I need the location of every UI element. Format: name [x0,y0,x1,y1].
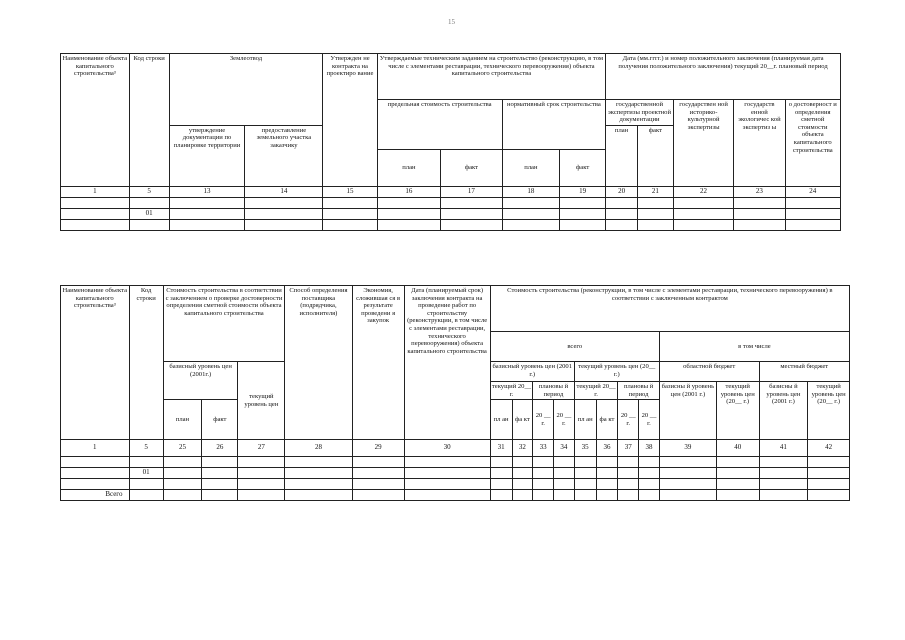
column-number: 30 [404,440,490,457]
header-exam-plan: план [606,125,638,186]
table-land-allotment [60,53,841,231]
column-number: 15 [323,186,377,197]
column-number: 37 [618,440,639,457]
column-number: 17 [441,186,502,197]
header-exam-fact: факт [637,125,673,186]
header-date-conclusion: Дата (мм.гггг.) и номер положительного заключения (планируемая дата получения положительного заключения) текущий 20__г. плановый период [606,54,841,100]
header-limit-cost: предельная стоимость строительства [377,100,502,150]
column-number: 29 [352,440,404,457]
header-reliability: о достоверност и определения сметной стоимости объекта капитального строительства [785,100,840,187]
column-number: 21 [637,186,673,197]
header-land: Землеотвод [169,54,323,126]
table-row [61,479,850,490]
table-row [61,208,841,219]
column-number: 41 [759,440,808,457]
header-regional-base: базисны й уровень цен (2001 г.) [659,382,716,440]
header-term-fact: факт [560,149,606,186]
header-supplier: Способ определения поставщика (подрядчика, исполнителя) [285,286,352,440]
header-name: Наименование объекта капитального строительства³ [61,54,130,187]
header-base-2001: базисный уровень цен (2001 г.) [490,362,574,382]
column-number: 42 [808,440,850,457]
header-name: Наименование объекта капитального строительства³ [61,286,130,440]
column-number: 35 [574,440,596,457]
header-land-plot: предоставление земельного участка заказчику [245,125,323,186]
column-number: 39 [659,440,716,457]
header-cur-20: текущий уровень цен (20__ г.) [574,362,659,382]
column-number: 23 [734,186,785,197]
header-total: всего [490,332,659,362]
column-number: 1 [61,186,130,197]
column-number: 27 [238,440,285,457]
header-regional: областной бюджет [659,362,759,382]
header-current-level: текущий уровень цен [238,362,285,440]
column-number: 31 [490,440,512,457]
header-cost-fact: факт [202,400,238,440]
header-planned: плановы й период [533,382,575,400]
header-local: местный бюджет [759,362,850,382]
column-number: 18 [502,186,559,197]
header-fact-short: фа кт [512,400,533,440]
header-including: в том числе [659,332,849,362]
header-current-20: текущий 20__ г. [574,382,618,400]
header-base-level: базисный уровень цен (2001г.) [163,362,238,400]
column-number: 33 [533,440,554,457]
header-planned: плановы й период [618,382,660,400]
header-plan-short: пл ан [490,400,512,440]
total-label: Всего [61,490,130,501]
row-code: 01 [129,468,163,479]
column-number: 36 [596,440,618,457]
table-row [61,219,841,230]
header-code: Код строки [129,286,163,440]
header-year: 20 __ г. [554,400,575,440]
header-land-doc: утверждение документации по планировке территории [169,125,245,186]
header-cost-conclusion: Стоимость строительства в соответствии с заключением о проверке достоверности определения сметной стоимости объекта капитального строительства [163,286,284,362]
page-number: 15 [448,18,455,26]
header-cost-plan: план [377,149,441,186]
column-number: 40 [716,440,759,457]
column-number: 5 [129,186,169,197]
header-code: Код строки [129,54,169,187]
header-cost-plan: план [163,400,201,440]
header-term-plan: план [502,149,559,186]
table-row-total [61,490,850,501]
row-code: 01 [129,208,169,219]
header-norm-term: нормативный срок строительства [502,100,606,150]
column-number: 16 [377,186,441,197]
column-number: 22 [673,186,733,197]
column-number: 20 [606,186,638,197]
header-cost-fact: факт [441,149,502,186]
header-state-hist: государствен ной историко-культурной экспертизы [673,100,733,187]
header-tz: Утверждаемые техническим заданием на строительство (реконструкцию, в том числе с элементами реставрации, технического перевооружения) объекта капитального строительства [377,54,606,100]
column-number: 28 [285,440,352,457]
column-number: 19 [560,186,606,197]
table-row [61,468,850,479]
header-regional-cur: текущий уровень цен (20__ г.) [716,382,759,440]
table-construction-cost [60,285,850,501]
header-plan-short: пл ан [574,400,596,440]
column-number: 13 [169,186,245,197]
header-economy: Экономия, сложившая ся в результате проведени я закупок [352,286,404,440]
table-row [61,197,841,208]
header-contract-cost: Стоимость строительства (реконструкции, в том числе с элементами реставрации, технического перевооружения) в соответствии с заключенным контрактом [490,286,849,332]
header-year: 20 __ г. [618,400,639,440]
header-local-cur: текущий уровень цен (20__ г.) [808,382,850,440]
header-year: 20 __ г. [639,400,660,440]
column-number: 38 [639,440,660,457]
column-number: 26 [202,440,238,457]
column-number: 24 [785,186,840,197]
table-row [61,457,850,468]
header-state-exam: государственной экспертизы проектной документации [606,100,674,126]
column-number: 25 [163,440,201,457]
column-number: 34 [554,440,575,457]
column-number: 1 [61,440,130,457]
header-approved: Утвержден не контракта на проектиро вание [323,54,377,187]
column-number: 14 [245,186,323,197]
header-current-20: текущий 20__ г. [490,382,533,400]
column-number: 32 [512,440,533,457]
header-fact-short: фа кт [596,400,618,440]
header-date-plan: Дата (планируемый срок) заключения контракта на проведение работ по строительству (реконструкции, в том числе с элементами реставрации, технического перевооружения) объекта капитального строительства [404,286,490,440]
column-number: 5 [129,440,163,457]
header-state-eco: государств енной экологичес кой экспертиз ы [734,100,785,187]
header-local-base: базисны й уровень цен (2001 г.) [759,382,808,440]
header-year: 20 __ г. [533,400,554,440]
